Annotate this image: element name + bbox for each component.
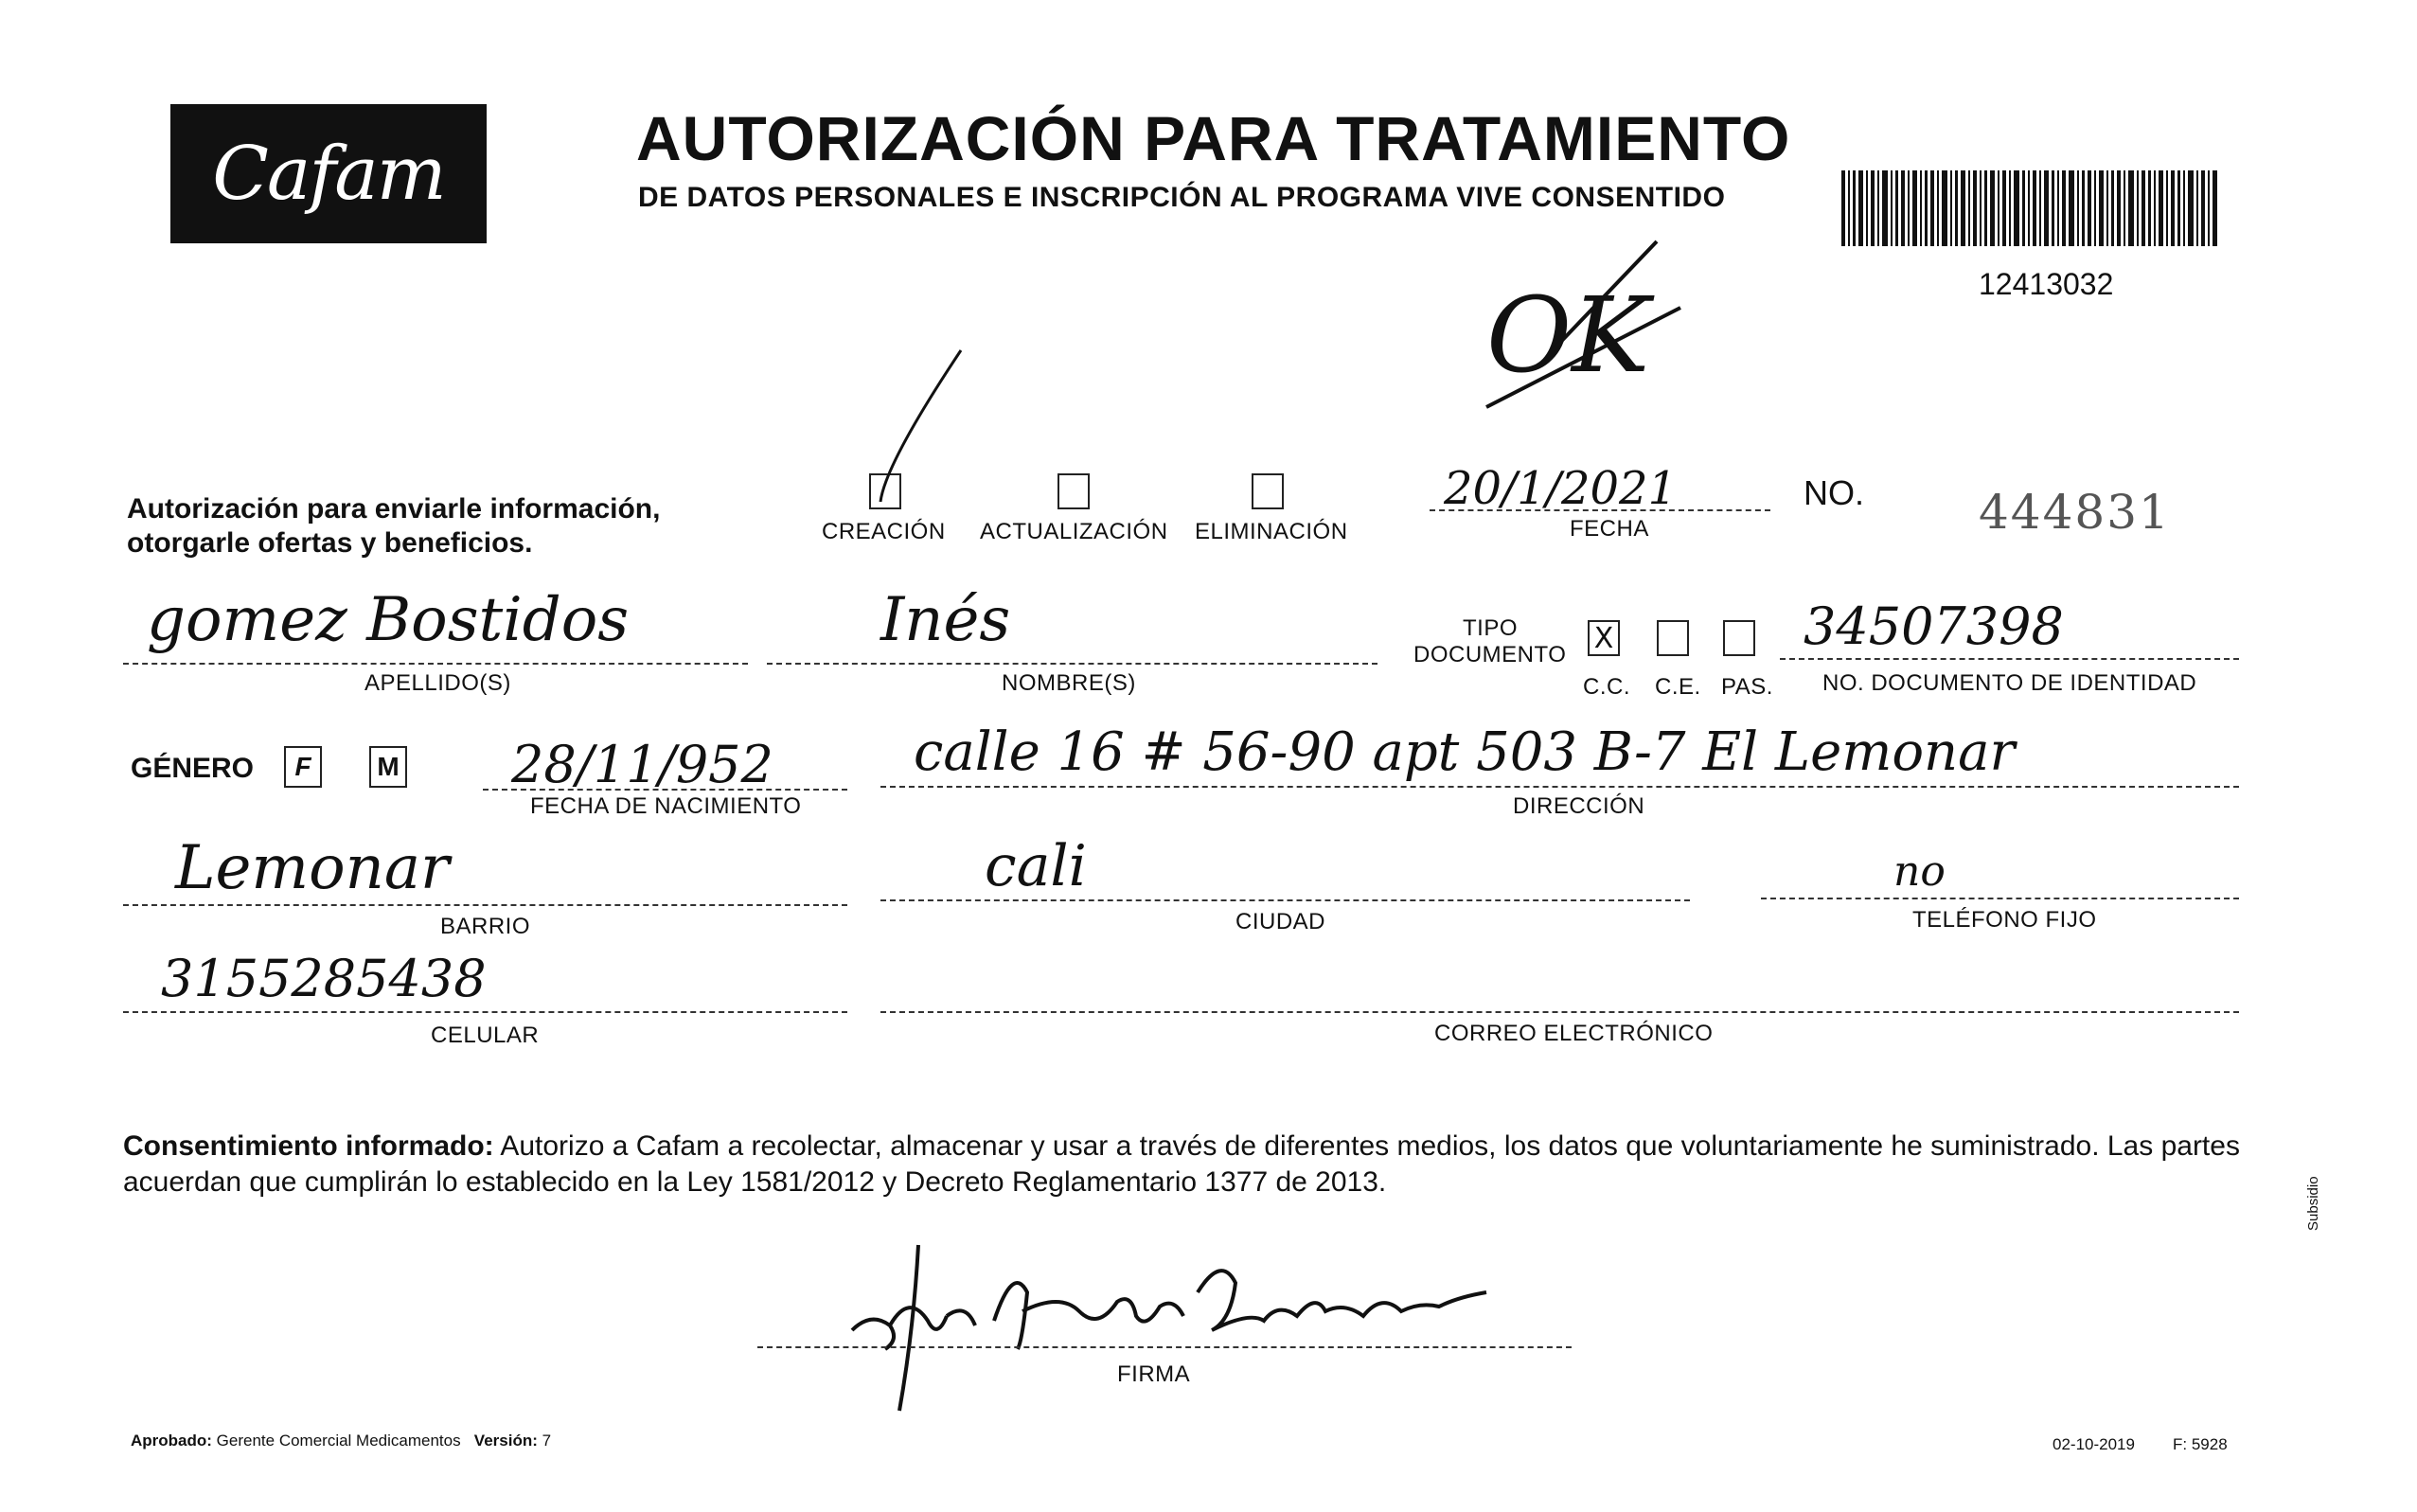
celular-line (123, 1011, 847, 1013)
genero-m-label: M (377, 752, 400, 781)
correo-label: CORREO ELECTRÓNICO (1434, 1021, 1714, 1046)
fecha-label: FECHA (1570, 516, 1649, 542)
pas-label: PAS. (1721, 674, 1773, 700)
telefono-value: no (1893, 847, 1946, 896)
tipo-documento-label2: DOCUMENTO (1413, 642, 1567, 667)
ok-mark: OK (1486, 275, 1650, 396)
tipo-documento-label1: TIPO (1463, 615, 1519, 641)
direccion-label: DIRECCIÓN (1513, 793, 1645, 819)
direccion-line (880, 786, 2239, 788)
actualizacion-label: ACTUALIZACIÓN (980, 519, 1168, 544)
ce-checkbox[interactable] (1657, 620, 1689, 656)
direccion-value: calle 16 # 56-90 apt 503 B-7 El Lemonar (914, 721, 2016, 783)
genero-f-label: F (294, 752, 311, 781)
side-text: Subsidio (2305, 1176, 2321, 1231)
firma-line (757, 1346, 1572, 1348)
fecha-line (1430, 509, 1770, 511)
barrio-line (123, 904, 847, 906)
form-subtitle: DE DATOS PERSONALES E INSCRIPCIÓN AL PROGRAMA VIVE CONSENTIDO (638, 182, 1726, 213)
number-label: NO. (1804, 473, 1865, 512)
aprobado-value: Gerente Comercial Medicamentos (216, 1432, 461, 1450)
intro-line2: otorgarle ofertas y beneficios. (127, 527, 533, 559)
consent-body: Autorizo a Cafam a recolectar, almacenar y usar a través de diferentes medios, los datos que voluntariamente he suministrado. Las partes acuerdan que cumplirán lo establecido en la Ley 1581/2012 y Decreto Reglamentario 1377 de 2013. (123, 1130, 2240, 1198)
telefono-label: TELÉFONO FIJO (1912, 907, 2097, 933)
nombres-label: NOMBRE(S) (1002, 670, 1136, 696)
version-label: Versión: (473, 1432, 538, 1450)
fecha-value: 20/1/2021 (1444, 462, 1678, 515)
intro-text (127, 492, 660, 560)
ciudad-label: CIUDAD (1235, 909, 1326, 934)
documento-value: 34507398 (1804, 596, 2064, 656)
ciudad-line (880, 899, 1690, 901)
nombres-value: Inés (880, 585, 1011, 655)
logo-text: Cafam (212, 131, 445, 217)
ciudad-value: cali (985, 833, 1087, 899)
form-title: AUTORIZACIÓN PARA TRATAMIENTO (636, 103, 1791, 173)
cc-checkbox[interactable]: X (1588, 620, 1620, 656)
creacion-label: CREACIÓN (822, 519, 946, 544)
footer-approval (131, 1432, 551, 1450)
cafam-logo (170, 104, 487, 243)
telefono-line (1761, 898, 2239, 899)
cc-label: C.C. (1583, 674, 1630, 700)
documento-label: NO. DOCUMENTO DE IDENTIDAD (1822, 670, 2197, 696)
footer-date: 02-10-2019 (2053, 1435, 2135, 1453)
correo-line (880, 1011, 2239, 1013)
number-value: 444831 (1979, 485, 2171, 540)
genero-m-box[interactable] (369, 746, 407, 788)
footer-form-code: F: 5928 (2173, 1435, 2228, 1453)
check-mark-stroke (857, 341, 970, 511)
nacimiento-value: 28/11/952 (511, 735, 773, 794)
ce-label: C.E. (1655, 674, 1701, 700)
nacimiento-label: FECHA DE NACIMIENTO (530, 793, 802, 819)
barrio-label: BARRIO (440, 914, 531, 939)
consent-heading: Consentimiento informado: (123, 1130, 494, 1162)
barcode-number: 12413032 (1979, 267, 2114, 301)
version-value: 7 (542, 1432, 552, 1450)
celular-value: 3155285438 (161, 949, 487, 1008)
celular-label: CELULAR (431, 1023, 540, 1048)
apellidos-label: APELLIDO(S) (364, 670, 511, 696)
barrio-value: Lemonar (175, 833, 450, 903)
aprobado-label: Aprobado: (131, 1432, 212, 1450)
nombres-line (767, 663, 1377, 665)
ok-underline-stroke (1477, 237, 1685, 417)
apellidos-line (123, 663, 748, 665)
genero-label: GÉNERO (131, 753, 255, 784)
handwritten-signature (833, 1236, 1534, 1415)
documento-line (1780, 658, 2239, 660)
apellidos-value: gomez Bostidos (147, 585, 630, 655)
consent-text (123, 1129, 2263, 1201)
genero-f-box[interactable] (284, 746, 322, 788)
nacimiento-line (483, 789, 847, 791)
barcode (1841, 170, 2220, 246)
intro-line1: Autorización para enviarle información, (127, 493, 661, 525)
eliminacion-checkbox[interactable] (1252, 473, 1284, 509)
pas-checkbox[interactable] (1723, 620, 1755, 656)
firma-label: FIRMA (1117, 1361, 1191, 1387)
actualizacion-checkbox[interactable] (1057, 473, 1090, 509)
eliminacion-label: ELIMINACIÓN (1195, 519, 1348, 544)
